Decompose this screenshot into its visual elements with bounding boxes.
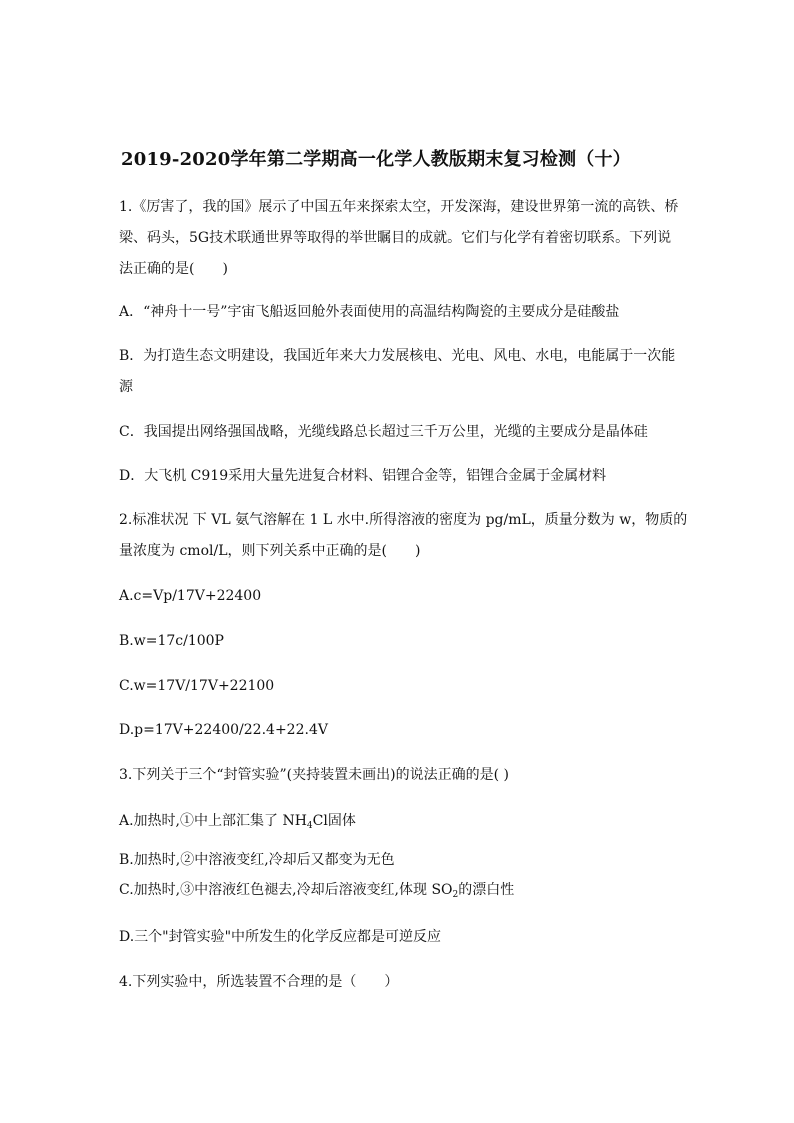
q2-stem-line2: 量浓度为 cmol/L，则下列关系中正确的是( ) xyxy=(119,543,421,559)
q2-stem-line1: 2.标准状况 下 VL 氨气溶解在 1 L 水中.所得溶液的密度为 pg/mL，质量分数为 w，物质的 xyxy=(119,512,688,528)
q3-option-a xyxy=(119,812,356,830)
q3-option-c-text: C.加热时,③中溶液红色褪去,冷却后溶液变红,体现 SO xyxy=(119,882,453,898)
q1-option-a: A．“神舟十一号”宇宙飞船返回舱外表面使用的高温结构陶瓷的主要成分是硅酸盐 xyxy=(119,304,620,320)
q3-option-b: B.加热时,②中溶液变红,冷却后又都变为无色 xyxy=(119,852,395,868)
q4-stem: 4.下列实验中，所选装置不合理的是（ ） xyxy=(119,974,399,990)
q3-option-d: D.三个"封管实验"中所发生的化学反应都是可逆反应 xyxy=(119,929,442,945)
q3-option-c-subscript: 2 xyxy=(452,890,459,900)
q1-stem-line1: 1.《厉害了，我的国》展示了中国五年来探索太空，开发深海，建设世界第一流的高铁、桥 xyxy=(119,199,679,215)
q2-option-a: A.c=Vp/17V+22400 xyxy=(119,588,262,604)
q1-stem-line2: 梁、码头，5G技术联通世界等取得的举世瞩目的成就。它们与化学有着密切联系。下列说 xyxy=(119,230,672,246)
q3-option-a-subscript: 4 xyxy=(306,821,313,831)
q2-option-c: C.w=17V/17V+22100 xyxy=(119,678,275,694)
q1-option-b-line2: 源 xyxy=(119,379,133,395)
q1-option-c: C．我国提出网络强国战略，光缆线路总长超过三千万公里，光缆的主要成分是晶体硅 xyxy=(119,424,648,440)
q1-option-d: D．大飞机 C919采用大量先进复合材料、铝锂合金等，铝锂合金属于金属材料 xyxy=(119,468,607,484)
q3-option-a-text: A.加热时,①中上部汇集了 NH xyxy=(119,813,307,829)
q3-option-c-text-end: 的漂白性 xyxy=(458,882,515,898)
q3-option-a-text-end: Cl固体 xyxy=(312,813,356,829)
q1-stem-line3: 法正确的是( ) xyxy=(119,261,228,277)
q3-stem: 3.下列关于三个“封管实验”(夹持装置未画出)的说法正确的是( ) xyxy=(119,767,509,783)
q3-option-c xyxy=(119,881,514,899)
q1-option-b-line1: B．为打造生态文明建设，我国近年来大力发展核电、光电、风电、水电，电能属于一次能 xyxy=(119,348,676,364)
q2-option-b: B.w=17c/100P xyxy=(119,633,224,649)
page-title: 2019-2020学年第二学期高一化学人教版期末复习检测（十） xyxy=(121,149,631,170)
q2-option-d: D.p=17V+22400/22.4+22.4V xyxy=(119,722,328,738)
